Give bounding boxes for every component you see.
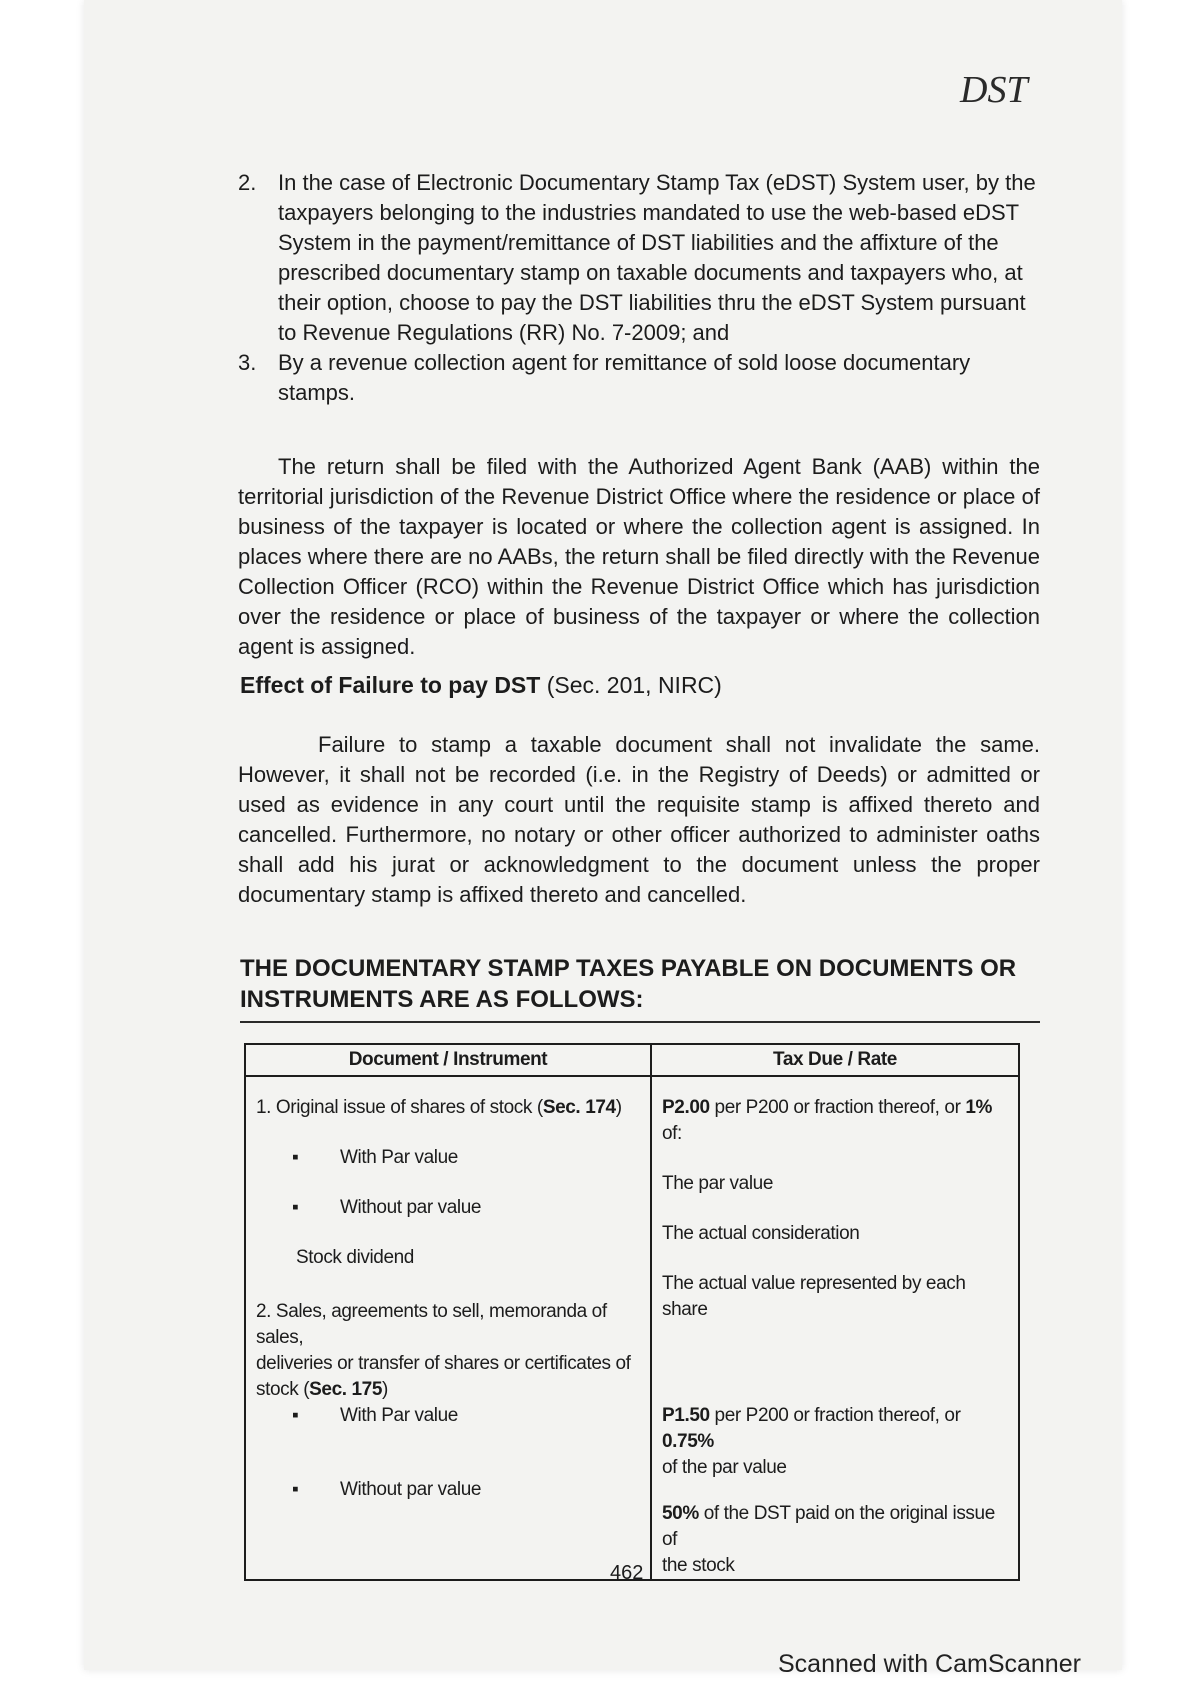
rate-original-issue: P2.00 per P200 or fraction thereof, or 1% of:: [662, 1097, 993, 1144]
list-text: In the case of Electronic Documentary Stamp Tax (eDST) System user, by the taxpayers belonging to the industries mandated to use the web-based eDST System in the payment/remittance of DST liabilities and the affixture of the prescribed documentary stamp on taxable documents and taxpayers who, at their option, choose to pay the DST liabilities thru the eDST System pursuant to Revenue Regulations (RR) No. 7-2009; and: [278, 170, 1036, 345]
rate-item2-with-par: P1.50 per P200 or fraction thereof, or 0.75% of the par value: [662, 1405, 961, 1478]
item2-without-par: ▪ Without par value: [256, 1477, 640, 1525]
filing-text: The return shall be filed with the Authorized Agent Bank (AAB) within the territorial jurisdiction of the Revenue District Office where the residence or place of business of the taxpayer is located or where the collection agent is assigned. In places where there are no AABs, the return shall be filed directly with the Revenue Collection Officer (RCO) within the Revenue District Office which has jurisdiction over the residence or place of business of the taxpayer or where the collection agent is assigned.: [238, 454, 1040, 659]
item-original-issue: 1. Original issue of shares of stock (Sec. 174): [256, 1097, 622, 1118]
effect-heading-ref: (Sec. 201, NIRC): [540, 672, 722, 698]
page-number: 462: [610, 1562, 644, 1584]
bullet-icon: ▪: [292, 1147, 299, 1168]
rate-without-par: The actual consideration: [662, 1223, 860, 1244]
rate-item2-without-par: 50% of the DST paid on the original issue of the stock: [662, 1503, 995, 1576]
rate-stock-dividend: The actual value represented by each share: [662, 1273, 966, 1320]
effect-text: Failure to stamp a taxable document shall not invalidate the same. However, it shall not be recorded (i.e. in the Registry of Deeds) or admitted or used as evidence in any court until the requisite stamp is affixed thereto and cancelled. Furthermore, no notary or other officer authorized to administer oaths shall add his jurat or acknowledgment to the document unless the proper documentary stamp is affixed thereto and cancelled.: [238, 732, 1040, 907]
scanner-watermark: Scanned with CamScanner: [778, 1650, 1081, 1678]
bullet-icon: ▪: [292, 1405, 299, 1426]
item-sales-agreements: 2. Sales, agreements to sell, memoranda of sales, deliveries or transfer of shares or certificates of stock (Sec. 175): [256, 1301, 631, 1400]
effect-heading: [240, 672, 722, 699]
list-number: 2.: [238, 170, 257, 195]
item2-with-par: ▪ With Par value: [256, 1403, 640, 1429]
rate-with-par: The par value: [662, 1173, 773, 1194]
list-number: 3.: [238, 350, 257, 375]
effect-paragraph: [238, 730, 1040, 910]
rate-cell: [651, 1076, 1019, 1580]
bullet-icon: ▪: [292, 1197, 299, 1218]
item-without-par: ▪ Without par value: [256, 1195, 640, 1221]
filing-paragraph: [238, 452, 1040, 662]
dst-rate-table: [244, 1043, 1020, 1581]
numbered-list: [238, 168, 1040, 408]
item-stock-dividend: Stock dividend: [296, 1247, 414, 1268]
running-header: DST: [960, 69, 1028, 111]
item-with-par: ▪ With Par value: [256, 1145, 640, 1171]
list-item: [238, 168, 1040, 348]
table-row: [245, 1076, 1019, 1580]
column-header-document: Document / Instrument: [245, 1044, 651, 1076]
section-title: THE DOCUMENTARY STAMP TAXES PAYABLE ON DOCUMENTS OR INSTRUMENTS ARE AS FOLLOWS:: [240, 953, 1040, 1023]
bullet-icon: ▪: [292, 1479, 299, 1500]
document-cell: [245, 1076, 651, 1580]
column-header-tax-rate: Tax Due / Rate: [651, 1044, 1019, 1076]
effect-heading-bold: Effect of Failure to pay DST: [240, 672, 541, 698]
list-text: By a revenue collection agent for remittance of sold loose documentary stamps.: [278, 350, 971, 405]
list-item: [238, 348, 1040, 408]
